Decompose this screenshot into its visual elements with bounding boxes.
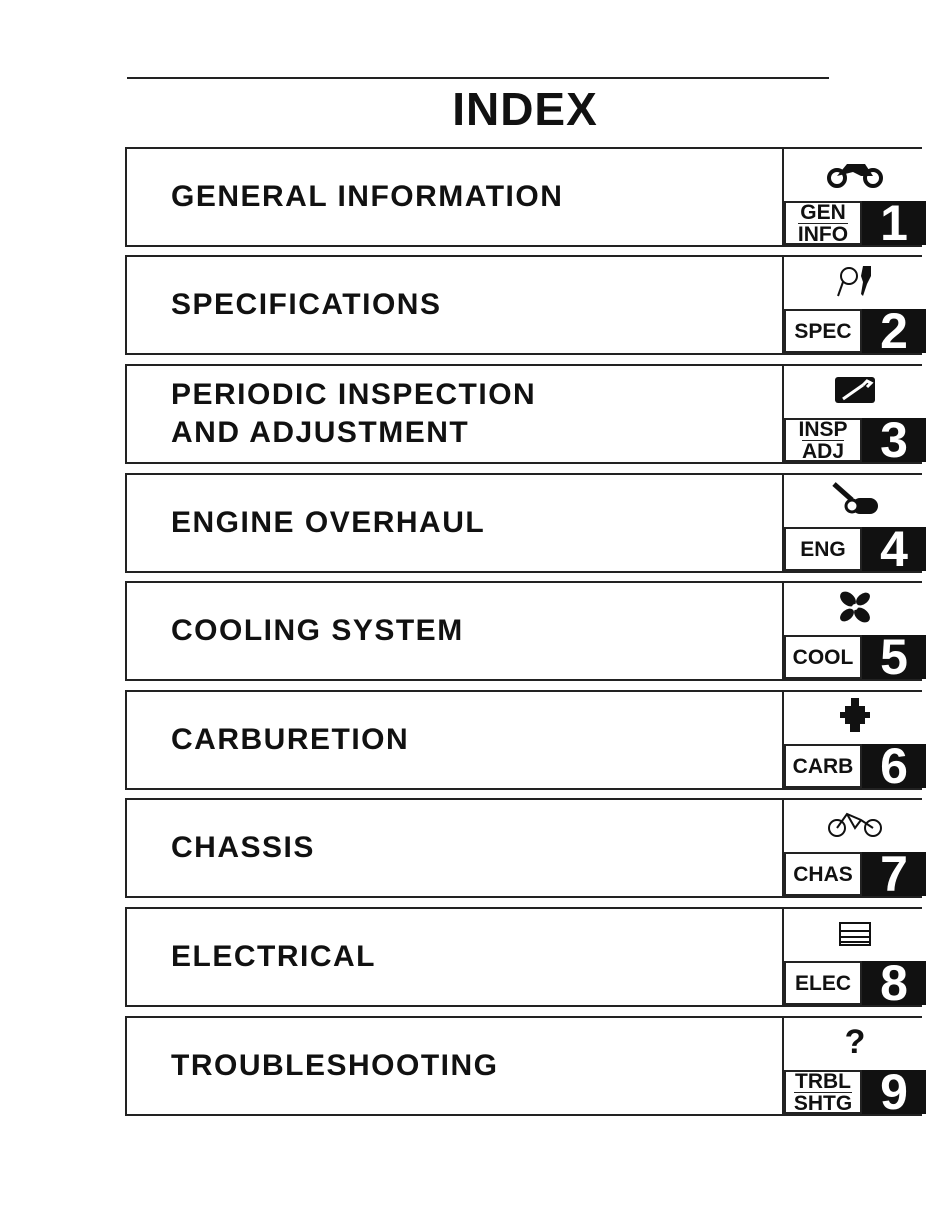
section-tab[interactable]	[782, 798, 926, 902]
section-title-line: TROUBLESHOOTING	[171, 1049, 499, 1082]
section-abbr: INSP	[798, 417, 848, 441]
section-title	[171, 692, 409, 788]
section-tab[interactable]	[782, 147, 926, 251]
section-title	[171, 583, 464, 679]
section-abbr-box	[784, 961, 862, 1005]
section-abbr: INFO	[797, 222, 849, 246]
section-abbr-box	[784, 1070, 862, 1114]
section-title-line: PERIODIC INSPECTION	[171, 378, 537, 411]
section-title	[171, 909, 376, 1005]
section-title-line: CARBURETION	[171, 723, 410, 756]
fan-icon	[784, 587, 926, 627]
section-number: 5	[862, 635, 926, 679]
section-number: 7	[862, 852, 926, 896]
section-number: 6	[862, 744, 926, 788]
section-abbr-box	[784, 418, 862, 462]
section-title	[171, 366, 536, 462]
section-title-line: GENERAL INFORMATION	[171, 180, 564, 213]
section-chas[interactable]	[125, 798, 922, 902]
section-title-line: SPECIFICATIONS	[171, 288, 442, 321]
section-title	[171, 475, 485, 571]
section-carb[interactable]	[125, 690, 922, 794]
section-number: 2	[862, 309, 926, 353]
gauge-icon	[784, 261, 926, 301]
section-abbr: CARB	[792, 754, 854, 778]
section-tab[interactable]	[782, 581, 926, 685]
section-abbr: SHTG	[793, 1091, 853, 1115]
section-gen-info[interactable]	[125, 147, 922, 251]
section-title-line: CHASSIS	[171, 831, 315, 864]
section-title-line: ENGINE OVERHAUL	[171, 506, 486, 539]
top-rule	[127, 77, 829, 79]
section-abbr-box	[784, 527, 862, 571]
section-abbr: ADJ	[801, 439, 844, 463]
section-elec[interactable]	[125, 907, 922, 1011]
section-abbr-box	[784, 309, 862, 353]
section-tab[interactable]	[782, 364, 926, 468]
section-number: 4	[862, 527, 926, 571]
wrench-icon	[784, 370, 926, 410]
battery-icon	[784, 913, 926, 953]
section-abbr: SPEC	[794, 319, 852, 343]
section-title	[171, 149, 563, 245]
section-eng[interactable]	[125, 473, 922, 577]
section-title-line: ELECTRICAL	[171, 940, 376, 973]
section-abbr: ELEC	[794, 971, 851, 995]
section-spec[interactable]	[125, 255, 922, 359]
section-abbr-box	[784, 852, 862, 896]
carburetor-icon	[784, 696, 926, 736]
section-tab[interactable]	[782, 473, 926, 577]
section-abbr: TRBL	[795, 1069, 851, 1093]
section-title	[171, 1018, 499, 1114]
question-icon: ?	[844, 1022, 866, 1061]
section-tab[interactable]	[782, 255, 926, 359]
section-title-line: COOLING SYSTEM	[171, 614, 464, 647]
section-abbr-box	[784, 201, 862, 245]
section-tab[interactable]	[782, 1016, 926, 1120]
section-tab[interactable]	[782, 907, 926, 1011]
section-abbr: CHAS	[793, 862, 853, 886]
section-title	[171, 257, 441, 353]
page-title: INDEX	[452, 83, 598, 135]
section-cool[interactable]	[125, 581, 922, 685]
bike-frame-icon	[784, 804, 926, 844]
section-number: 3	[862, 418, 926, 462]
section-insp-adj[interactable]	[125, 364, 922, 468]
section-title	[171, 800, 315, 896]
section-number: 9	[862, 1070, 926, 1114]
section-abbr-box	[784, 635, 862, 679]
section-title-line: AND ADJUSTMENT	[171, 416, 470, 449]
section-abbr: GEN	[800, 200, 846, 224]
motorcycle-icon	[784, 153, 926, 193]
section-number: 1	[862, 201, 926, 245]
section-abbr: COOL	[792, 645, 854, 669]
section-trbl-shtg[interactable]	[125, 1016, 922, 1120]
piston-icon	[784, 479, 926, 519]
section-number: 8	[862, 961, 926, 1005]
section-abbr: ENG	[800, 537, 846, 561]
section-abbr-box	[784, 744, 862, 788]
section-tab[interactable]	[782, 690, 926, 794]
